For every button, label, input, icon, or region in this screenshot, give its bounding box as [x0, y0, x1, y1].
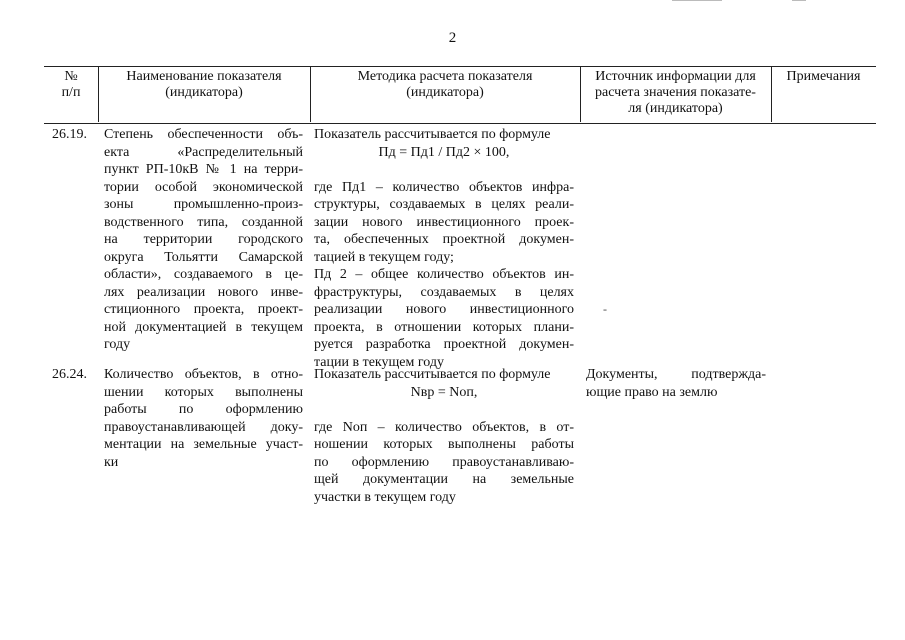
method-intro: Показатель рассчитывается по формуле [314, 367, 551, 382]
text-line: Степень обеспеченности объ- [104, 127, 303, 142]
text-line: области», создаваемого в це- [104, 267, 303, 282]
text-line: руется разработка проектной докумен- [314, 337, 574, 352]
text-line: на территории городского [104, 232, 303, 247]
text-line: фраструктуры, создаваемых в целях [314, 284, 574, 300]
page-number: 2 [448, 30, 457, 46]
header-source-line: расчета значения показате- [595, 85, 756, 100]
text-line: шении которых выполнены [104, 384, 303, 400]
method-formula: Nвр = Nоп, [410, 384, 478, 400]
text-line: году [104, 337, 131, 352]
text-line: лях реализации нового инве- [104, 284, 303, 300]
header-method [310, 69, 580, 101]
text-line: ношении которых выполнены работы [314, 437, 574, 452]
row-source [586, 366, 766, 401]
row-indicator-name [104, 126, 303, 354]
text-line: пункт РП-10кВ № 1 на терри- [104, 162, 303, 177]
header-method-line: (индикатора) [406, 85, 484, 100]
text-line: зоны промышленно-произ- [104, 197, 303, 212]
text-line: Пд 2 – общее количество объектов ин- [314, 267, 574, 282]
text-line: структуры, создаваемых в целях реали- [314, 197, 574, 212]
text-line: та, обеспеченных проектной докумен- [314, 232, 574, 247]
header-name-line: (индикатора) [165, 85, 243, 100]
header-name-line: Наименование показателя [126, 69, 282, 84]
blank-line [314, 401, 574, 419]
text-line: реализации нового инвестиционного [314, 302, 574, 317]
text-line: тации в текущем году [314, 354, 444, 370]
method-intro: Показатель рассчитывается по формуле [314, 127, 551, 142]
header-source [580, 69, 771, 117]
text-line: где Nоп – количество объектов, в от- [314, 419, 574, 435]
row-number: 26.19. [52, 127, 87, 142]
text-line: тории особой экономической [104, 179, 303, 195]
text-line: водственного типа, созданной [104, 214, 303, 230]
row-method [314, 366, 574, 506]
text-line: ки [104, 454, 119, 470]
text-line: ментации на земельные участ- [104, 437, 303, 452]
header-source-line: Источник информации для [595, 69, 756, 84]
text-line: где Пд1 – количество объектов инфра- [314, 179, 574, 195]
row-indicator-name [104, 366, 303, 471]
row-method [314, 126, 574, 371]
header-num [44, 69, 98, 101]
row-number: 26.24. [52, 367, 87, 382]
header-name [98, 69, 310, 101]
header-num-line: № [64, 69, 78, 84]
blank-line [314, 161, 574, 179]
text-line: участки в текущем году [314, 489, 456, 505]
text-line: правоустанавливающей доку- [104, 419, 303, 435]
text-line: по оформлению правоустанавливаю- [314, 454, 574, 470]
notes-dash: - [603, 302, 607, 316]
text-line: Количество объектов, в отно- [104, 367, 303, 382]
header-notes [771, 69, 876, 85]
text-line: ющие право на землю [586, 384, 718, 400]
scan-artifact-marks [672, 0, 812, 3]
text-line: Документы, подтвержда- [586, 367, 766, 382]
text-line: работы по оформлению [104, 402, 303, 417]
text-line: зации нового инвестиционного проек- [314, 214, 574, 230]
text-line: тацией в текущем году; [314, 249, 454, 265]
header-source-line: ля (индикатора) [628, 101, 723, 116]
text-line: ной документацией в текущем [104, 319, 303, 335]
text-line: округа Тольятти Самарской [104, 249, 303, 265]
header-num-line: п/п [61, 85, 81, 100]
header-method-line: Методика расчета показателя [357, 69, 533, 84]
header-notes-line: Примечания [786, 69, 861, 84]
text-line: екта «Распределительный [104, 144, 303, 160]
method-formula: Пд = Пд1 / Пд2 × 100, [378, 144, 510, 160]
text-line: щей документации на земельные [314, 472, 574, 487]
text-line: проекта, в отношении которых плани- [314, 319, 574, 335]
text-line: стиционного проекта, проект- [104, 302, 303, 317]
